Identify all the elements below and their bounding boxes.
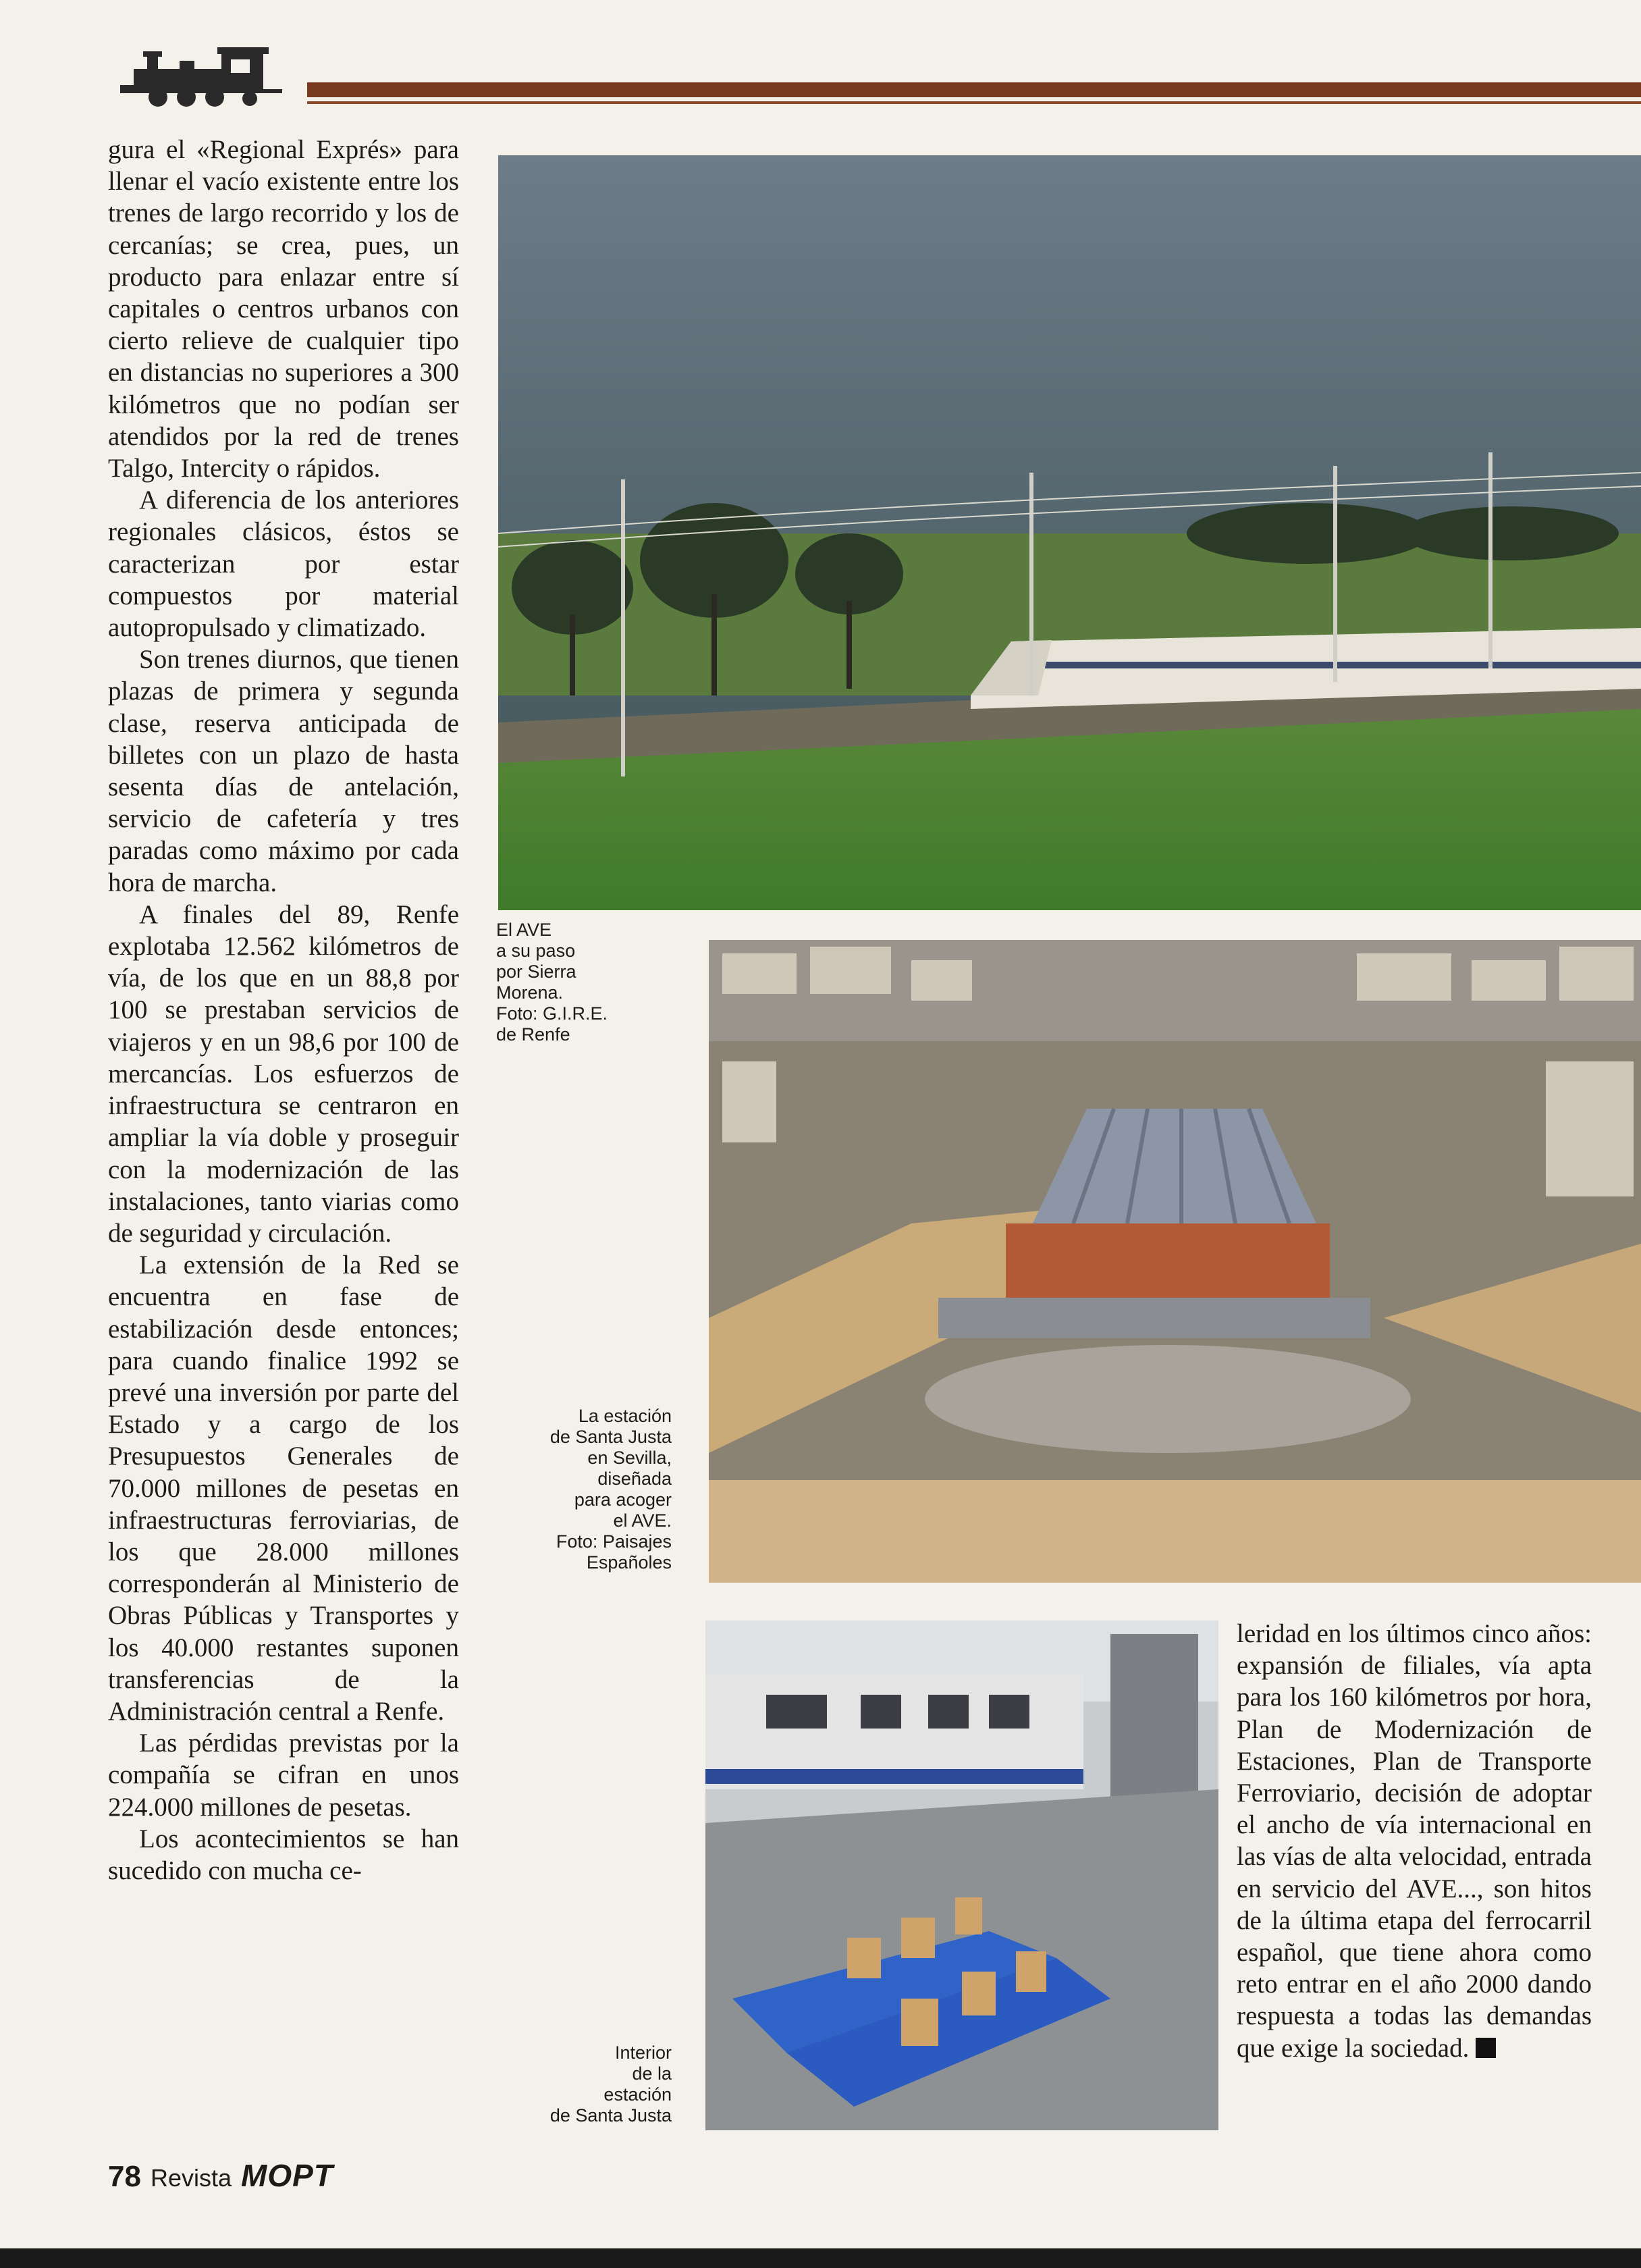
steam-locomotive-icon — [120, 42, 289, 109]
magazine-logo: MOPT — [241, 2158, 333, 2193]
paragraph: leridad en los últimos cinco años: expansión de filiales, vía apta para los 160 kilómetros por hora, Plan de Modernización de Estaciones, Plan de Transporte Ferroviario, decisión de adoptar el ancho de vía internacional en las vías de alta velocidad, entrada en servicio del AVE..., son hitos de la última etapa del ferrocarril español, que tiene ahora como reto entrar en el año 2000 dando respuesta a todas las demandas que exige la sociedad. — [1237, 1619, 1592, 2063]
paragraph: A diferencia de los anteriores regionales clásicos, éstos se caracterizan por estar compuestos por material autopropulsado y climatizado. — [108, 485, 459, 643]
page-number: 78 — [108, 2160, 141, 2193]
end-of-article-mark — [1476, 2038, 1496, 2058]
page-folio — [108, 2157, 333, 2194]
station-interior-photo — [705, 1620, 1218, 2130]
body-column-left — [108, 134, 459, 1887]
paragraph: Son trenes diurnos, que tienen plazas de primera y segunda clase, reserva anticipada de billetes con un plazo de hasta sesenta días de antelación, servicio de cafetería y tres paradas como máximo por cada hora de marcha. — [108, 645, 459, 897]
paragraph: gura el «Regional Exprés» para llenar el vacío existente entre los trenes de largo recorrido y los de cercanías; se crea, pues, un producto para enlazar entre sí capitales o centros urbanos con cierto relieve de cualquier tipo en distancias no superiores a 300 kilómetros que no podían ser atendidos por la red de trenes Talgo, Intercity o rápidos. — [108, 135, 459, 483]
santa-justa-aerial-photo — [709, 940, 1641, 1583]
interior-photo-caption: Interior de la estación de Santa Justa — [549, 2042, 672, 2126]
station-photo-caption: La estación de Santa Justa en Sevilla, diseñada para acoger el AVE. Foto: Paisajes Españoles — [549, 1406, 672, 1573]
scan-edge — [0, 2248, 1641, 2268]
paragraph: Las pérdidas previstas por la compañía se cifran en unos 224.000 millones de pesetas. — [108, 1729, 459, 1822]
body-column-right — [1237, 1618, 1592, 2064]
paragraph: Los acontecimientos se han sucedido con mucha ce- — [108, 1824, 459, 1885]
magazine-label: Revista — [150, 2164, 232, 2192]
ave-photo-caption: El AVE a su paso por Sierra Morena. Foto: G.I.R.E. de Renfe — [496, 920, 608, 1045]
ave-train-photo — [498, 155, 1641, 910]
paragraph: La extensión de la Red se encuentra en fase de estabilización desde entonces; para cuando finalice 1992 se prevé una inversión por parte del Estado y a cargo de los Presupuestos Generales de 70.000 millones de pesetas en infraestructuras ferroviarias, de los que 28.000 millones corresponderán al Ministerio de Obras Públicas y Transportes y los 40.000 restantes suponen transferencias de la Administración central a Renfe. — [108, 1250, 459, 1726]
paragraph: A finales del 89, Renfe explotaba 12.562 kilómetros de vía, de los que en un 88,8 por 100 se prestaban servicios de viajeros y en un 98,6 por 100 de mercancías. Los esfuerzos de infraestructura se centraron en ampliar la vía doble y proseguir con la modernización de las instalaciones, tanto viarias como de seguridad y circulación. — [108, 899, 459, 1248]
